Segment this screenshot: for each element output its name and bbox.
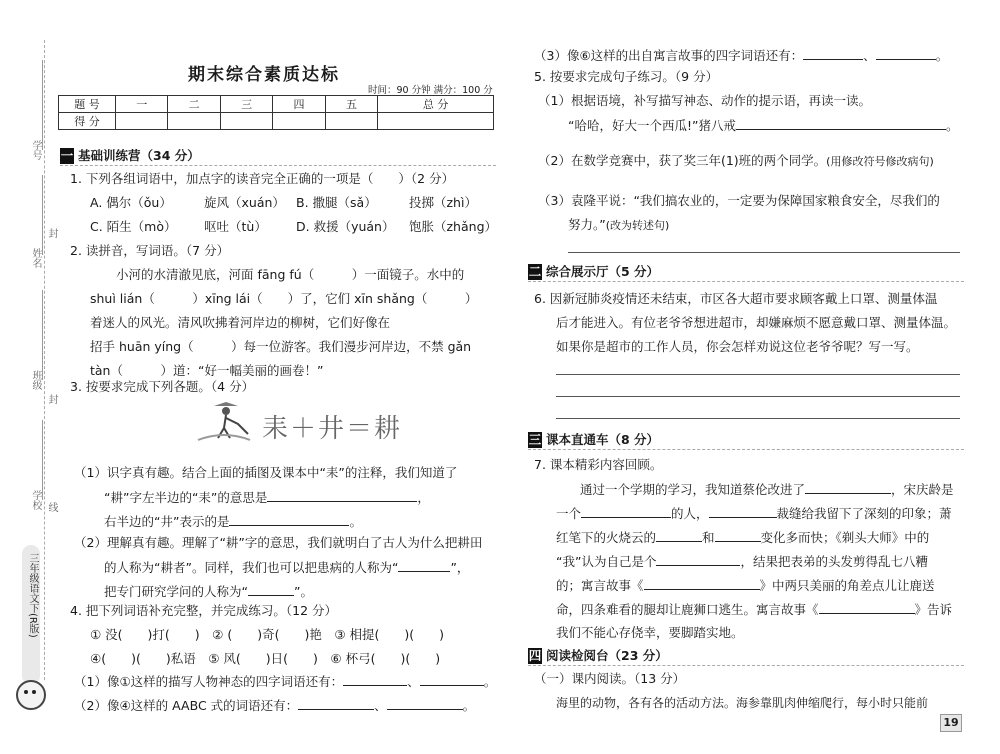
- q1-option-b1[interactable]: B. 撒腿（sǎ）: [296, 195, 377, 210]
- exam-meta: 时间：90 分钟 满分：100 分: [368, 85, 493, 96]
- period: 。: [483, 674, 497, 689]
- q5-part2: [538, 152, 934, 171]
- q2-line-5: tàn（ ）道：“好一幅美丽的画卷！”: [90, 363, 324, 378]
- q6-answer-line-2[interactable]: [556, 396, 960, 397]
- grade-badge: [22, 545, 40, 685]
- q2-line-4: 招手 huān yíng（ ）每一位游客。我们漫步河岸边，不禁 gǎn: [90, 339, 472, 354]
- q7-line-6: [556, 600, 952, 619]
- answer-blank[interactable]: [298, 696, 374, 710]
- q1-option-d2: 饱胀（zhǎng）: [409, 219, 498, 234]
- q3-part1-line1: （1）识字真有趣。结合上面的插图及课本中“耒”的注释，我们知道了: [74, 465, 458, 480]
- score-header-cell: 四: [273, 96, 325, 113]
- q7-line-1-tail: ，宋庆龄是: [891, 482, 954, 497]
- grade-badge-label: 三年级语文下(R版): [27, 553, 38, 638]
- section-2-title: 综合展示厅（5 分）: [546, 264, 660, 279]
- binding-mark-b: 封: [46, 394, 57, 404]
- answer-blank[interactable]: [343, 672, 407, 686]
- class-line: [42, 290, 43, 380]
- q4-sub-2-text: （2）像④这样的 AABC 式的词语还有：: [74, 698, 299, 713]
- q7-line-4-a: “我”认为自己是个: [556, 554, 657, 569]
- section-1-divider: [60, 165, 496, 166]
- q7-line-7: 我们不能心存侥幸，要脚踏实地。: [556, 625, 744, 640]
- closing-quote: ”。: [293, 584, 313, 599]
- q3-part2-line2-text: 的人称为“耕者”。同样，我们也可以把患病的人称为“: [104, 560, 399, 575]
- q4-sub-1-text: （1）像①这样的描写人物神态的四字词语还有：: [74, 674, 344, 689]
- binding-mark-c: 线: [46, 502, 57, 512]
- q6-answer-line-3[interactable]: [556, 418, 960, 419]
- q7-line-4: [556, 552, 928, 571]
- answer-blank[interactable]: [803, 46, 863, 60]
- q4-row-1[interactable]: ① 没( )打( ) ② ( )奇( )艳 ③ 相提( )( ): [90, 627, 445, 642]
- section-1-header: [60, 148, 200, 164]
- q5-part3-line2: [568, 216, 669, 235]
- answer-blank[interactable]: [805, 480, 891, 494]
- reading-subsection: （一）课内阅读。（13 分）: [534, 671, 686, 686]
- q2-line-2: shuì lián（ ）xīng lái（ ）了，它们 xīn shǎng（ ）: [90, 291, 478, 306]
- name-label: 姓名: [30, 248, 41, 268]
- page-title: 期末综合素质达标: [188, 65, 340, 85]
- section-2-number: 二: [528, 264, 542, 279]
- q1-option-c1[interactable]: C. 陌生（mò）: [90, 219, 177, 234]
- comma: ，: [417, 490, 430, 505]
- section-2-divider: [528, 281, 964, 282]
- q3-part1-line2: [104, 488, 430, 507]
- answer-blank[interactable]: [387, 696, 463, 710]
- score-header-cell: 二: [168, 96, 220, 113]
- score-cell[interactable]: [325, 113, 377, 130]
- q5-part1-quote-text: “哈哈，好大一个西瓜!”猪八戒: [568, 118, 736, 133]
- q5-answer-line[interactable]: [568, 252, 960, 253]
- q7-line-6-a: 命，四条难看的腿却让鹿狮口逃生。寓言故事《: [556, 602, 819, 617]
- q7-line-3-b: 和: [702, 530, 715, 545]
- answer-blank[interactable]: [420, 672, 484, 686]
- q5-part3-hint: (改为转述句): [605, 219, 670, 232]
- section-3-title: 课本直通车（8 分）: [546, 432, 660, 447]
- section-1-number: 一: [60, 148, 74, 163]
- q7-line-2-b: 的人，: [671, 506, 709, 521]
- mascot-icon: [16, 680, 46, 710]
- q7-line-5-a: 的；寓言故事《: [556, 578, 644, 593]
- q4-sub-3-text: （3）像⑥这样的出自寓言故事的四字词语还有：: [534, 48, 804, 63]
- q3-part1-line2-text: “耕”字左半边的“耒”的意思是: [104, 490, 268, 505]
- answer-blank[interactable]: [398, 558, 450, 572]
- section-3-header: [528, 432, 659, 448]
- q7-line-5: [556, 576, 935, 595]
- score-table: [58, 95, 494, 130]
- answer-blank[interactable]: [656, 528, 702, 542]
- answer-blank[interactable]: [229, 512, 349, 526]
- q1-option-a1[interactable]: A. 偶尔（ǒu）: [90, 195, 172, 210]
- q7-line-2-c: 裁缝给我留下了深刻的印象；萧: [776, 506, 952, 521]
- q1-option-d1[interactable]: D. 救援（yuán）: [296, 219, 395, 234]
- answer-blank[interactable]: [709, 504, 777, 518]
- q5-part1: （1）根据语境，补写描写神态、动作的提示语，再读一读。: [538, 93, 871, 108]
- period: 。: [349, 514, 362, 529]
- section-4-header: [528, 648, 668, 664]
- q3-part1-line3: [104, 512, 362, 531]
- score-header-cell: 一: [116, 96, 168, 113]
- score-table-input-row: [59, 113, 494, 130]
- section-1-title: 基础训练营（34 分）: [78, 148, 200, 163]
- answer-blank[interactable]: [656, 552, 740, 566]
- q1-option-b2: 投掷（zhì）: [409, 195, 477, 210]
- score-cell[interactable]: [168, 113, 220, 130]
- q5-part3-line2-text: 努力。”: [568, 217, 606, 232]
- q6-answer-line-1[interactable]: [556, 374, 960, 375]
- q7-line-4-b: ，结果把表弟的头发剪得乱七八糟: [740, 554, 928, 569]
- q7-line-2: [556, 504, 952, 523]
- q5-stem: 5. 按要求完成句子练习。（9 分）: [534, 69, 719, 84]
- q6-line-2: 后才能进入。有位老爷爷想进超市，却嫌麻烦不愿意戴口罩、测量体温。: [556, 315, 957, 330]
- closing-quote: ”，: [450, 560, 470, 575]
- section-3-divider: [528, 449, 964, 450]
- q6-line-1: 6. 因新冠肺炎疫情还未结束，市区各大超市要求顾客戴上口罩、测量体温: [534, 291, 938, 306]
- q5-part2-hint: (用修改符号修改病句): [826, 155, 934, 168]
- answer-blank[interactable]: [644, 576, 760, 590]
- section-4-divider: [528, 665, 964, 666]
- q4-row-2[interactable]: ④( )( )私语 ⑤ 风( )日( ) ⑥ 杯弓( )( ): [90, 651, 441, 666]
- student-id-line: [42, 60, 43, 150]
- page-number: 19: [940, 714, 962, 732]
- name-line: [42, 175, 43, 255]
- answer-blank[interactable]: [248, 582, 294, 596]
- q1-option-a2: 旋风（xuán）: [204, 195, 285, 210]
- score-row-label: 得 分: [59, 113, 116, 130]
- answer-blank[interactable]: [581, 504, 671, 518]
- q1-stem: 1. 下列各组词语中，加点字的读音完全正确的一项是（ ）（2 分）: [70, 171, 455, 186]
- score-table-header-row: [59, 96, 494, 113]
- q4-sub-1: [74, 672, 496, 691]
- score-cell[interactable]: [273, 113, 325, 130]
- q5-part2-text: （2）在数学竞赛中，获了奖三年(1)班的两个同学。: [538, 153, 827, 168]
- q7-line-1-text: 通过一个学期的学习，我知道蔡伦改进了: [580, 482, 806, 497]
- period: 。: [462, 698, 476, 713]
- q3-part2-line3-text: 把专门研究学问的人称为“: [104, 584, 248, 599]
- period: 。: [945, 118, 959, 133]
- school-line: [42, 420, 43, 500]
- q4-sub-3: [534, 46, 948, 65]
- q7-line-3-a: 红笔下的火烧云的: [556, 530, 657, 545]
- q7-line-3: [556, 528, 929, 547]
- answer-blank[interactable]: [876, 46, 936, 60]
- q7-line-5-b: 》中两只美丽的角差点儿让鹿送: [759, 578, 935, 593]
- binding-margin: [0, 0, 58, 754]
- score-cell[interactable]: [116, 113, 168, 130]
- q2-line-3: 着迷人的风光。清风吹拂着河岸边的柳树，它们好像在: [90, 315, 391, 330]
- q4-stem: 4. 把下列词语补充完整，并完成练习。（12 分）: [70, 603, 338, 618]
- q7-line-1: [580, 480, 954, 499]
- q5-part1-quote: [568, 116, 958, 135]
- q3-part2-line3: [104, 582, 313, 601]
- score-header-cell: 三: [220, 96, 272, 113]
- reading-passage: 海里的动物，各有各的活动方法。海参靠肌肉伸缩爬行，每小时只能前: [556, 696, 929, 710]
- q7-line-3-c: 变化多而快；《剃头大师》中的: [760, 530, 930, 545]
- q3-stem: 3. 按要求完成下列各题。（4 分）: [70, 379, 255, 394]
- section-4-title: 阅读检阅台（23 分）: [546, 648, 668, 663]
- answer-blank[interactable]: [819, 600, 915, 614]
- school-label: 学校: [30, 490, 41, 510]
- character-formula: 耒＋井＝耕: [262, 414, 403, 444]
- section-4-number: 四: [528, 648, 542, 663]
- q3-part2-line1: （2）理解真有趣。理解了“耕”字的意思，我们就明白了古人为什么把耕田: [74, 535, 483, 550]
- q3-part2-line2: [104, 558, 469, 577]
- q7-stem: 7. 课本精彩内容回顾。: [534, 457, 663, 472]
- score-header-cell: 总 分: [378, 96, 494, 113]
- separator: 、: [407, 674, 420, 689]
- q4-sub-2: [74, 696, 475, 715]
- section-2-header: [528, 264, 659, 280]
- score-cell[interactable]: [378, 113, 494, 130]
- q5-part3-line1: （3）袁隆平说：“我们搞农业的，一定要为保障国家粮食安全，尽我们的: [538, 193, 940, 208]
- q2-line-1: 小河的水清澈见底，河面 fāng fú（ ）一面镜子。水中的: [116, 267, 465, 282]
- q7-line-6-b: 》告诉: [914, 602, 953, 617]
- separator: 、: [374, 698, 387, 713]
- answer-blank[interactable]: [715, 528, 761, 542]
- score-header-cell: 题 号: [59, 96, 116, 113]
- separator: 、: [863, 48, 876, 63]
- answer-blank[interactable]: [267, 488, 417, 502]
- q2-stem: 2. 读拼音，写词语。（7 分）: [70, 243, 230, 258]
- section-3-number: 三: [528, 432, 542, 447]
- student-id-label: 学号: [30, 140, 41, 160]
- farmer-plowing-illustration: [196, 400, 252, 444]
- period: 。: [935, 48, 949, 63]
- binding-mark-a: 封: [46, 228, 57, 238]
- q7-line-2-a: 一个: [556, 506, 582, 521]
- q6-line-3: 如果你是超市的工作人员，你会怎样劝说这位老爷爷呢？写一写。: [556, 339, 919, 354]
- q3-part1-line3-text: 右半边的“井”表示的是: [104, 514, 230, 529]
- binding-dashed-line: [44, 40, 45, 680]
- answer-blank[interactable]: [736, 116, 946, 130]
- class-label: 班级: [30, 370, 41, 390]
- score-cell[interactable]: [220, 113, 272, 130]
- q1-option-c2: 呕吐（tù）: [204, 219, 267, 234]
- score-header-cell: 五: [325, 96, 377, 113]
